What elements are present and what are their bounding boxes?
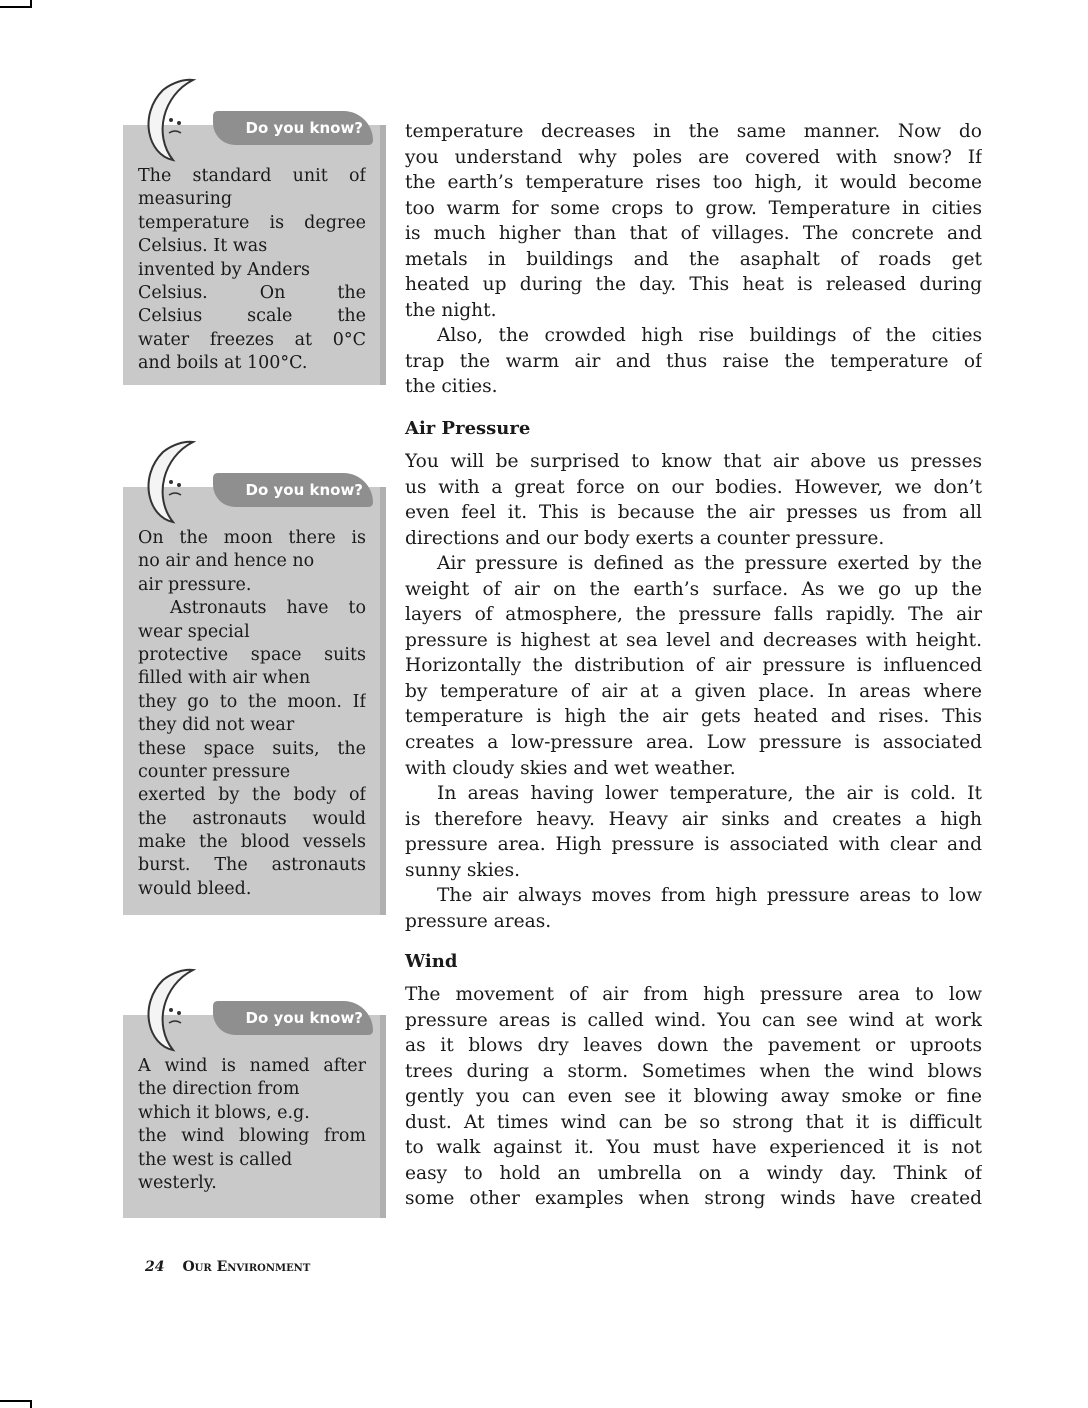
text-line: by temperature of air at a given place. In areas where	[405, 680, 982, 702]
box-text-line: Celsius scale the	[138, 306, 366, 327]
text-line: the cities.	[405, 376, 498, 398]
section-heading: Air Pressure	[405, 418, 531, 439]
text-line: sunny skies.	[405, 859, 521, 881]
box-text-line: these space suits, the	[138, 738, 366, 759]
text-line: directions and our body exerts a counter pressure.	[405, 527, 885, 549]
text-line: pressure areas is called wind. You can see wind at work	[405, 1009, 982, 1031]
do-you-know-box	[123, 119, 386, 385]
text-line: temperature is high the air gets heated and rises. This	[405, 706, 982, 728]
text-line: to walk against it. You must have experienced it is not	[405, 1137, 982, 1159]
moon-mascot-icon	[143, 75, 223, 165]
text-line: heated up during the day. This heat is released during	[405, 274, 982, 296]
text-line: You will be surprised to know that air above us presses	[405, 451, 982, 472]
moon-mascot-icon	[143, 437, 223, 527]
box-text-line: the astronauts would	[138, 808, 366, 829]
box-text-line: invented by Anders	[138, 259, 311, 280]
text-line: dust. At times wind can be so strong that it is difficult	[405, 1111, 982, 1133]
box-text-line: Celsius. It was	[138, 236, 268, 257]
box-text-line: make the blood vessels	[138, 832, 366, 853]
text-line: trees during a storm. Sometimes when the wind blows	[405, 1060, 982, 1082]
box-text-line: On the moon there is	[138, 528, 366, 548]
body-text	[405, 449, 982, 934]
crop-mark	[0, 0, 32, 8]
box-text-line: filled with air when	[138, 668, 311, 689]
box-text-line: wear special	[138, 621, 250, 642]
box-text-line: Celsius. On the	[138, 282, 366, 303]
text-line: the night.	[405, 299, 497, 321]
text-line: creates a low-pressure area. Low pressure is associated	[405, 732, 982, 754]
box-text-line: The standard unit of	[138, 166, 366, 186]
text-line: trap the warm air and thus raise the temperature of	[405, 350, 982, 372]
text-line: with cloudy skies and wet weather.	[405, 757, 736, 779]
box-text-line: temperature is degree	[138, 212, 366, 233]
do-you-know-box	[123, 481, 386, 915]
do-you-know-box	[123, 1009, 386, 1218]
box-text-line: no air and hence no	[138, 551, 315, 572]
text-line: easy to hold an umbrella on a windy day. Think of	[405, 1162, 982, 1184]
box-text-line: would bleed.	[138, 878, 252, 899]
page-number: 24	[145, 1259, 165, 1275]
text-line: In areas having lower temperature, the air is cold. It	[437, 783, 982, 805]
box-text-line: exerted by the body of	[138, 785, 366, 806]
section-heading: Wind	[405, 951, 458, 972]
text-line: is therefore heavy. Heavy air sinks and creates a high	[405, 808, 982, 830]
box-text-line: A wind is named after	[138, 1056, 366, 1076]
box-banner: Do you know?	[213, 1001, 373, 1035]
body-text	[405, 119, 982, 400]
box-text-line: measuring	[138, 189, 233, 210]
text-line: pressure areas.	[405, 910, 552, 932]
text-line: even feel it. This is because the air presses us from all	[405, 502, 982, 524]
box-banner: Do you know?	[213, 473, 373, 507]
box-text-line: they did not wear	[138, 715, 295, 736]
text-line: pressure is highest at sea level and decreases with height.	[405, 629, 982, 651]
text-line: Also, the crowded high rise buildings of the cities	[437, 325, 982, 347]
book-title: Our Environment	[182, 1259, 311, 1275]
box-text-line: the west is called	[138, 1149, 293, 1170]
text-line: too warm for some crops to grow. Temperature in cities	[405, 197, 982, 219]
box-text-line: the direction from	[138, 1079, 300, 1100]
text-line: temperature decreases in the same manner. Now do	[405, 121, 982, 142]
text-line: Air pressure is defined as the pressure exerted by the	[437, 553, 982, 575]
box-text-line: water freezes at 0°C	[138, 329, 366, 350]
moon-mascot-icon	[143, 965, 223, 1055]
box-text-line: protective space suits	[138, 644, 366, 665]
page-footer	[145, 1259, 310, 1275]
text-line: some other examples when strong winds have created	[405, 1188, 982, 1210]
box-text-line: and boils at 100°C.	[138, 353, 308, 374]
box-text-line: they go to the moon. If	[138, 691, 366, 712]
text-line: layers of atmosphere, the pressure falls rapidly. The air	[405, 604, 982, 626]
box-banner: Do you know?	[213, 111, 373, 145]
text-line: you understand why poles are covered with snow? If	[405, 146, 982, 168]
text-line: pressure area. High pressure is associated with clear and	[405, 834, 982, 856]
box-text-line: westerly.	[138, 1172, 217, 1193]
text-line: The air always moves from high pressure areas to low	[437, 885, 982, 907]
box-text-line: counter pressure	[138, 761, 291, 782]
box-text-line: Astronauts have to	[170, 598, 366, 619]
crop-mark	[0, 1400, 32, 1408]
box-text-line: burst. The astronauts	[138, 855, 366, 876]
text-line: Horizontally the distribution of air pressure is influenced	[405, 655, 982, 677]
box-text-line: the wind blowing from	[138, 1126, 366, 1147]
text-line: us with a great force on our bodies. However, we don’t	[405, 476, 982, 498]
text-line: metals in buildings and the asaphalt of roads get	[405, 248, 982, 270]
box-text-line: which it blows, e.g.	[138, 1102, 310, 1123]
text-line: The movement of air from high pressure area to low	[405, 984, 982, 1005]
text-line: is much higher than that of villages. The concrete and	[405, 223, 982, 245]
text-line: gently you can even see it blowing away smoke or fine	[405, 1086, 982, 1108]
text-line: weight of air on the earth’s surface. As we go up the	[405, 578, 982, 600]
text-line: the earth’s temperature rises too high, it would become	[405, 172, 982, 194]
body-text	[405, 982, 982, 1212]
box-text-line: air pressure.	[138, 574, 252, 595]
text-line: as it blows dry leaves down the pavement or uproots	[405, 1035, 982, 1057]
